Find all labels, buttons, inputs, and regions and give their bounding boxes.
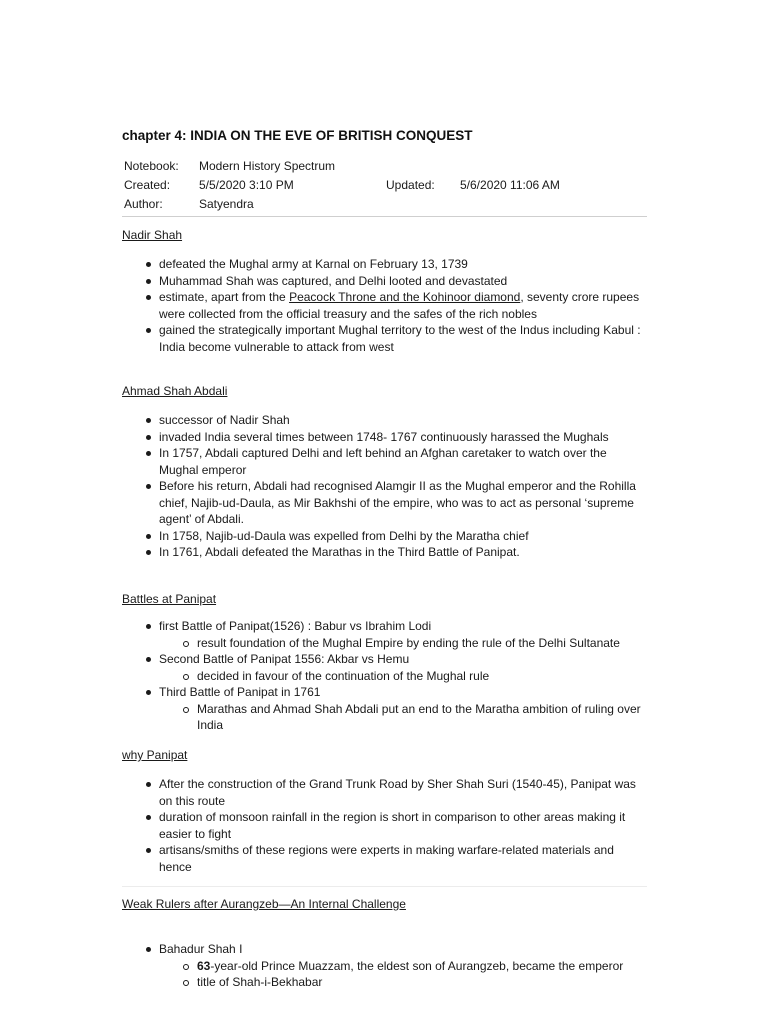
list-item: defeated the Mughal army at Karnal on February 13, 1739: [122, 256, 647, 273]
list-ahmad-shah-abdali: [122, 412, 647, 561]
meta-row-author: [124, 197, 647, 216]
list-nadir-shah: [122, 256, 647, 355]
list-item: After the construction of the Grand Trunk Road by Sher Shah Suri (1540-45), Panipat was on this route: [122, 776, 647, 809]
list-item: invaded India several times between 1748- 1767 continuously harassed the Mughals: [122, 429, 647, 446]
author-label: Author:: [124, 197, 163, 211]
bullet-dot-icon: [146, 262, 151, 267]
bullet-dot-icon: [146, 550, 151, 555]
section-heading-battles-at-panipat: Battles at Panipat: [122, 592, 217, 606]
list-item: Third Battle of Panipat in 1761: [122, 684, 647, 701]
bullet-dot-icon: [146, 947, 151, 952]
bullet-dot-icon: [146, 848, 151, 853]
bullet-dot-icon: [146, 815, 151, 820]
list-item: gained the strategically important Mughal territory to the west of the Indus including Kabul : India become vulnerable to attack from west: [122, 322, 647, 355]
bullet-dot-icon: [146, 295, 151, 300]
bullet-dot-icon: [146, 657, 151, 662]
list-battles-at-panipat: [122, 618, 647, 734]
list-subitem: decided in favour of the continuation of the Mughal rule: [122, 668, 647, 685]
author-value: Satyendra: [199, 197, 254, 211]
bullet-circle-icon: [183, 964, 189, 970]
list-item: successor of Nadir Shah: [122, 412, 647, 429]
notebook-value: Modern History Spectrum: [199, 159, 336, 173]
list-subitem: 63-year-old Prince Muazzam, the eldest son of Aurangzeb, became the emperor: [122, 958, 647, 975]
list-subitem: title of Shah-i-Bekhabar: [122, 974, 647, 991]
meta-row-notebook: [124, 159, 647, 178]
updated-value: 5/6/2020 11:06 AM: [460, 178, 560, 192]
list-subitem: result foundation of the Mughal Empire by ending the rule of the Delhi Sultanate: [122, 635, 647, 652]
list-weak-rulers: [122, 941, 647, 991]
created-label: Created:: [124, 178, 171, 192]
notebook-label: Notebook:: [124, 159, 179, 173]
bullet-dot-icon: [146, 782, 151, 787]
peacock-throne-link[interactable]: Peacock Throne and the Kohinoor diamond: [289, 290, 521, 304]
list-item: In 1761, Abdali defeated the Marathas in the Third Battle of Panipat.: [122, 544, 647, 561]
section-heading-why-panipat: why Panipat: [122, 748, 188, 762]
bullet-circle-icon: [183, 980, 189, 986]
list-item: duration of monsoon rainfall in the region is short in comparison to other areas making it easier to fight: [122, 809, 647, 842]
meta-row-dates: [124, 178, 647, 197]
note-metadata: [124, 159, 647, 216]
section-heading-ahmad-shah-abdali: Ahmad Shah Abdali: [122, 384, 228, 398]
bullet-dot-icon: [146, 624, 151, 629]
list-item: Second Battle of Panipat 1556: Akbar vs Hemu: [122, 651, 647, 668]
list-item: estimate, apart from the Peacock Throne and the Kohinoor diamond, seventy crore rupees were collected from the official treasury and the safes of the rich nobles: [122, 289, 647, 322]
updated-label: Updated:: [386, 178, 435, 192]
section-heading-nadir-shah: Nadir Shah: [122, 228, 183, 242]
bullet-circle-icon: [183, 707, 189, 713]
list-why-panipat: [122, 776, 647, 875]
metadata-divider: [122, 216, 647, 217]
list-item: Bahadur Shah I: [122, 941, 647, 958]
bullet-circle-icon: [183, 641, 189, 647]
list-item: artisans/smiths of these regions were experts in making warfare-related materials and hence: [122, 842, 647, 875]
list-item: Before his return, Abdali had recognised Alamgir II as the Mughal emperor and the Rohilla chief, Najib-ud-Daula, as Mir Bakhshi of the empire, who was to act as personal ‘supreme agent’ of Abdali.: [122, 478, 647, 528]
list-item: In 1758, Najib-ud-Daula was expelled from Delhi by the Maratha chief: [122, 528, 647, 545]
bullet-dot-icon: [146, 328, 151, 333]
section-divider: [122, 886, 647, 887]
bullet-dot-icon: [146, 484, 151, 489]
bullet-dot-icon: [146, 418, 151, 423]
bullet-circle-icon: [183, 674, 189, 680]
bullet-dot-icon: [146, 451, 151, 456]
list-item: In 1757, Abdali captured Delhi and left behind an Afghan caretaker to watch over the Mughal emperor: [122, 445, 647, 478]
created-value: 5/5/2020 3:10 PM: [199, 178, 294, 192]
page-title: chapter 4: INDIA ON THE EVE OF BRITISH CONQUEST: [122, 128, 473, 143]
bullet-dot-icon: [146, 279, 151, 284]
bullet-dot-icon: [146, 534, 151, 539]
bullet-dot-icon: [146, 435, 151, 440]
list-subitem: Marathas and Ahmad Shah Abdali put an end to the Maratha ambition of ruling over India: [122, 701, 647, 734]
bullet-dot-icon: [146, 690, 151, 695]
list-item: first Battle of Panipat(1526) : Babur vs Ibrahim Lodi: [122, 618, 647, 635]
list-item: Muhammad Shah was captured, and Delhi looted and devastated: [122, 273, 647, 290]
section-heading-weak-rulers: Weak Rulers after Aurangzeb—An Internal Challenge: [122, 897, 406, 911]
